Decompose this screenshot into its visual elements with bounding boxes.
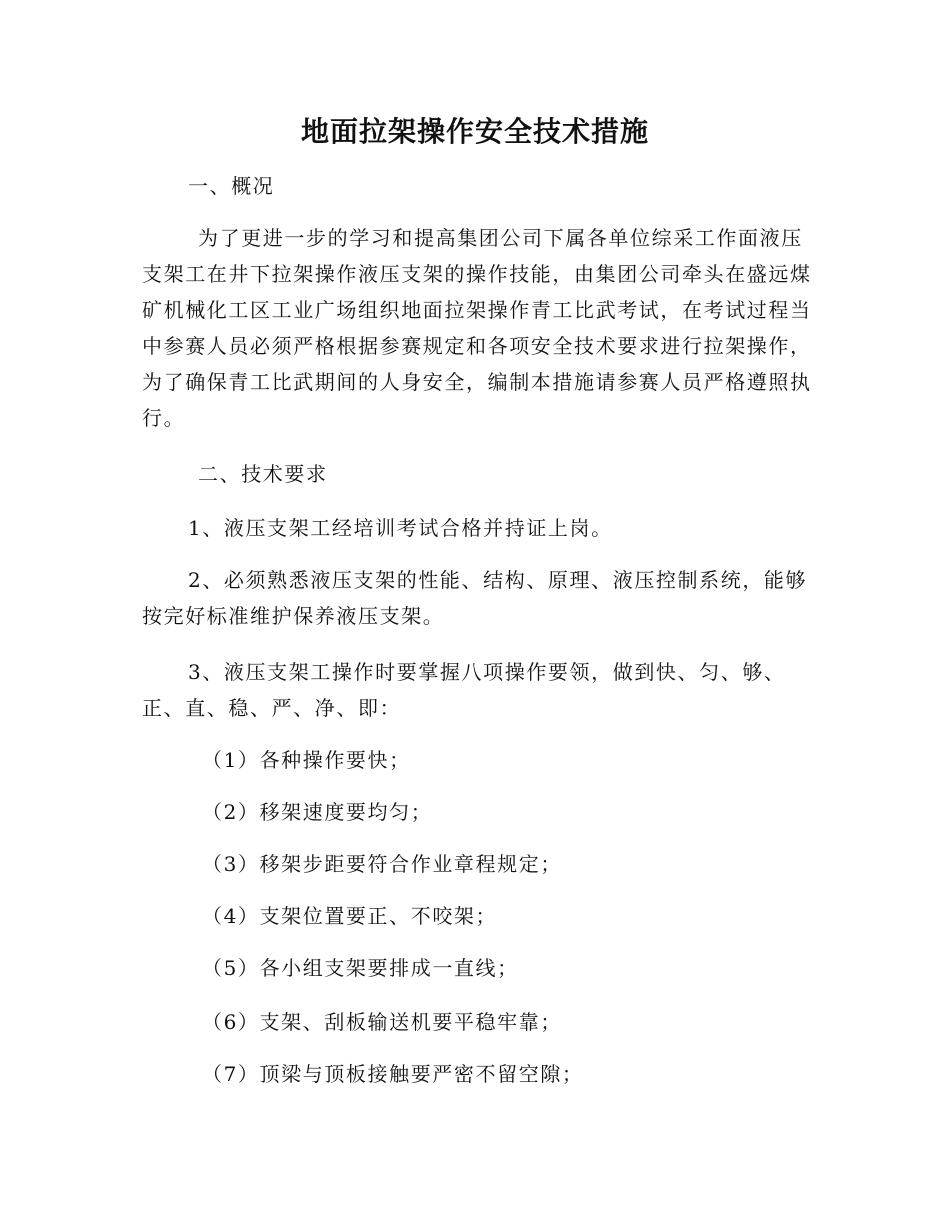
- sub-item-5: （5）各小组支架要排成一直线；: [202, 956, 519, 980]
- document-title: 地面拉架操作安全技术措施: [300, 115, 649, 148]
- section-heading-technical-requirements: 二、技术要求: [198, 462, 328, 486]
- sub-item-7: （7）顶梁与顶板接触要严密不留空隙；: [202, 1062, 584, 1086]
- requirement-item-1: 1、液压支架工经培训考试合格并持证上岗。: [188, 516, 613, 540]
- requirement-item-2: 2、必须熟悉液压支架的性能、结构、原理、液压控制系统，能够按完好标准维护保养液压支架。: [142, 568, 808, 628]
- requirement-item-3: 3、液压支架工操作时要掌握八项操作要领，做到快、匀、够、正、直、稳、严、净、即：: [142, 660, 786, 720]
- section-heading-overview: 一、概况: [188, 174, 275, 198]
- sub-item-6: （6）支架、刮板输送机要平稳牢靠；: [202, 1010, 562, 1034]
- sub-item-3: （3）移架步距要符合作业章程规定；: [202, 852, 562, 876]
- overview-paragraph: 为了更进一步的学习和提高集团公司下属各单位综采工作面液压支架工在井下拉架操作液压支架的操作技能，由集团公司牵头在盛远煤矿机械化工区工业广场组织地面拉架操作青工比武考试，在考试过程当中参赛人员必须严格根据参赛规定和各项安全技术要求进行拉架操作，为了确保青工比武期间的人身安全，编制本措施请参赛人员严格遵照执行。: [142, 226, 812, 430]
- sub-item-1: （1）各种操作要快；: [202, 748, 411, 772]
- sub-item-2: （2）移架速度要均匀；: [202, 800, 433, 824]
- sub-item-4: （4）支架位置要正、不咬架；: [202, 904, 498, 928]
